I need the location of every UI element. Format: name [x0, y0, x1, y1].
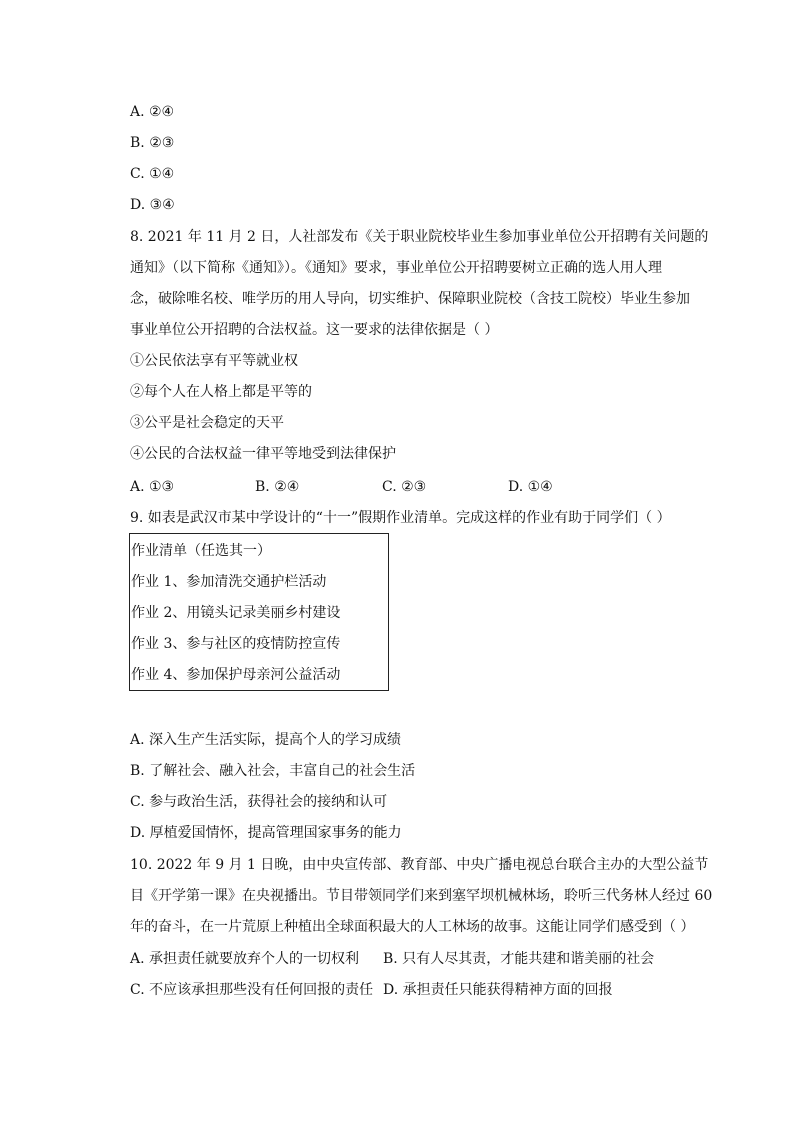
- q8-stem-line-4: 事业单位公开招聘的合法权益。这一要求的法律依据是（ ）: [130, 322, 499, 338]
- q9-table-row-3: 作业 3、参与社区的疫情防控宣传: [131, 636, 341, 652]
- q10-option-b: B. 只有人尽其责，才能共建和谐美丽的社会: [383, 951, 655, 967]
- q9-option-a: A. 深入生产生活实际，提高个人的学习成绩: [130, 732, 402, 748]
- q8-stem-line-2: 通知》（以下简称《通知》）。《通知》要求，事业单位公开招聘要树立正确的选人用人理: [130, 260, 662, 276]
- q8-statement-2: ②每个人在人格上都是平等的: [130, 384, 312, 400]
- q10-stem-line-3: 年的奋斗，在一片荒原上种植出全球面积最大的人工林场的故事。这能让同学们感受到（ ）: [130, 919, 695, 935]
- q8-statement-4: ④公民的合法权益一律平等地受到法律保护: [130, 446, 396, 462]
- q10-option-d: D. 承担责任只能获得精神方面的回报: [383, 982, 613, 998]
- prev-option-c: C. ①④: [130, 166, 175, 182]
- q9-table-row-1: 作业 1、参加清洗交通护栏活动: [131, 574, 327, 590]
- q8-option-c: C. ②③: [382, 479, 427, 495]
- prev-option-d: D. ③④: [130, 197, 175, 213]
- q9-table-row-title: 作业清单（任选其一）: [131, 543, 271, 559]
- prev-option-a: A. ②④: [130, 104, 175, 120]
- q8-option-b: B. ②④: [255, 479, 300, 495]
- q9-option-b: B. 了解社会、融入社会，丰富自己的社会生活: [130, 763, 416, 779]
- q10-option-c: C. 不应该承担那些没有任何回报的责任: [130, 982, 374, 998]
- q9-option-d: D. 厚植爱国情怀，提高管理国家事务的能力: [130, 825, 402, 841]
- q9-table-row-4: 作业 4、参加保护母亲河公益活动: [131, 667, 341, 683]
- q9-option-c: C. 参与政治生活，获得社会的接纳和认可: [130, 794, 388, 810]
- q8-stem-line-1: 8. 2021 年 11 月 2 日，人社部发布《关于职业院校毕业生参加事业单位公开招聘有关问题的: [130, 229, 709, 245]
- q8-option-a: A. ①③: [130, 479, 175, 495]
- q10-stem-line-2: 目《开学第一课》在央视播出。节目带领同学们来到塞罕坝机械林场，聆听三代务林人经过 60: [130, 888, 713, 904]
- q8-option-d: D. ①④: [508, 479, 553, 495]
- q9-stem: 9. 如表是武汉市某中学设计的“十一”假期作业清单。完成这样的作业有助于同学们（ ）: [130, 510, 671, 526]
- q8-stem-line-3: 念，破除唯名校、唯学历的用人导向，切实维护、保障职业院校（含技工院校）毕业生参加: [130, 291, 690, 307]
- prev-option-b: B. ②③: [130, 135, 175, 151]
- q9-homework-table: [129, 533, 389, 691]
- q8-statement-3: ③公平是社会稳定的天平: [130, 415, 284, 431]
- q10-option-a: A. 承担责任就要放弃个人的一切权利: [130, 951, 360, 967]
- q8-statement-1: ①公民依法享有平等就业权: [130, 353, 298, 369]
- q10-stem-line-1: 10. 2022 年 9 月 1 日晚，由中央宣传部、教育部、中央广播电视总台联合主办的大型公益节: [130, 857, 709, 873]
- q9-table-row-2: 作业 2、用镜头记录美丽乡村建设: [131, 605, 341, 621]
